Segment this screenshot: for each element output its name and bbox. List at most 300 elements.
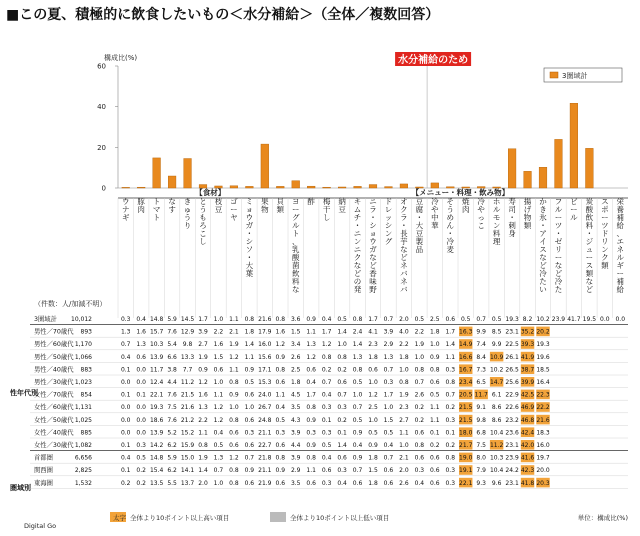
bar	[508, 149, 516, 188]
table-cell: 0.0	[120, 404, 131, 412]
table-cell: 2.3	[368, 341, 378, 349]
table-cell: 23.1	[505, 442, 519, 449]
table-cell: 0.7	[383, 454, 394, 462]
table-cell: 1.7	[198, 316, 208, 323]
table-cell: 0.0	[615, 316, 626, 323]
table-cell: 1.0	[213, 379, 224, 386]
table-cell: 3.5	[290, 479, 301, 487]
table-cell: 0.5	[383, 429, 394, 437]
table-cell: 1.1	[445, 353, 456, 361]
table-cell: 23.4	[459, 379, 473, 386]
category-label: オクラ・長芋などネバネバ	[400, 197, 408, 294]
table-cell: 1.6	[213, 341, 224, 349]
table-cell: 26.7	[258, 404, 272, 412]
table-cell: 1.7	[306, 391, 316, 399]
table-cell: 1.6	[136, 328, 146, 336]
table-cell: 6.5	[476, 379, 486, 386]
table-cell: 4.1	[368, 328, 378, 336]
table-cell: 23.9	[551, 316, 566, 323]
table-row-label: 関西圏	[34, 467, 53, 475]
section-food: 【食材】	[195, 188, 226, 197]
table-cell: 9.3	[476, 479, 486, 487]
table-cell: 1.9	[399, 391, 409, 399]
category-label: 納豆	[338, 197, 346, 214]
table-cell: 1.9	[198, 454, 208, 462]
category-label: キムチ・ニンニクなどの発	[353, 197, 362, 294]
footnote-high-chip-text: 太字	[113, 514, 126, 522]
table-cell: 16.0	[536, 442, 550, 449]
table-row-label: 女性／70歳代	[34, 391, 74, 399]
table-cell: 0.5	[460, 316, 471, 323]
table-cell: 0.6	[275, 479, 286, 487]
table-cell: 41.8	[520, 479, 535, 487]
table-cell: 3.5	[290, 404, 301, 412]
table-cell: 14.2	[149, 442, 164, 449]
table-cell: 0.5	[244, 379, 255, 386]
table-cell: 1.9	[198, 353, 208, 361]
table-cell: 3.9	[383, 328, 394, 336]
table-cell: 1.0	[399, 442, 409, 449]
table-cell: 1.1	[399, 429, 409, 437]
table-cell: 1.0	[368, 379, 378, 386]
category-label: ニラ・ショウガなど香味野	[369, 197, 377, 294]
table-cell: 0.5	[136, 454, 146, 462]
table-cell: 4.3	[290, 416, 301, 424]
table-cell: 1.4	[337, 328, 347, 336]
table-cell: 2.9	[383, 341, 394, 349]
table-cell: 0.1	[120, 391, 131, 399]
table-cell: 42.0	[520, 442, 535, 449]
table-cell: 1.1	[213, 391, 224, 399]
table-cell: 1.0	[368, 416, 378, 424]
table-cell: 0.4	[275, 404, 286, 412]
table-cell: 2.7	[399, 416, 409, 424]
table-cell: 38.7	[520, 366, 535, 374]
table-cell: 39.3	[520, 341, 535, 349]
table-row-count: 1,025	[74, 416, 92, 424]
table-cell: 2.9	[290, 467, 301, 475]
table-cell: 1.1	[229, 316, 239, 323]
category-label: 揚げ物類	[523, 197, 532, 230]
table-cell: 7.4	[476, 341, 486, 349]
table-cell: 21.8	[258, 454, 272, 462]
table-cell: 19.1	[459, 467, 473, 475]
count-header: （件数：人/加減不明）	[34, 300, 107, 308]
table-cell: 19.7	[536, 454, 550, 462]
table-cell: 0.6	[430, 467, 440, 475]
table-cell: 18.5	[536, 366, 550, 374]
table-cell: 13.9	[149, 353, 164, 361]
table-cell: 22.1	[459, 479, 473, 487]
table-cell: 0.8	[414, 442, 425, 449]
table-cell: 0.8	[399, 379, 409, 386]
table-cell: 0.4	[306, 379, 316, 386]
table-row-label: 首都圏	[34, 454, 53, 462]
table-cell: 1.4	[244, 341, 255, 349]
table-cell: 0.3	[321, 404, 332, 412]
table-cell: 13.9	[149, 429, 164, 437]
table-cell: 0.6	[275, 379, 286, 386]
table-cell: 0.6	[306, 366, 316, 374]
table-cell: 0.8	[352, 316, 363, 323]
table-row-label: 男性／40歳代	[34, 366, 74, 374]
table-cell: 0.3	[337, 404, 347, 412]
table-cell: 1.7	[445, 328, 456, 336]
table-cell: 1.4	[352, 341, 363, 349]
table-cell: 0.7	[383, 316, 394, 323]
bar	[184, 159, 192, 188]
table-cell: 9.9	[491, 341, 502, 349]
watermark: Digital Go	[24, 522, 57, 530]
bar	[354, 186, 362, 188]
table-cell: 0.9	[368, 442, 378, 449]
table-cell: 0.8	[445, 379, 456, 386]
bar	[570, 103, 578, 188]
table-row-count: 893	[80, 328, 92, 336]
table-cell: 0.6	[414, 454, 425, 462]
table-cell: 11.2	[180, 379, 195, 386]
table-row-label: 女性／60歳代	[34, 404, 74, 412]
bar	[338, 187, 346, 188]
table-cell: 0.5	[352, 416, 363, 424]
table-row-count: 1,023	[74, 379, 92, 386]
table-cell: 1.3	[136, 341, 146, 349]
table-row-count: 1,066	[74, 353, 92, 361]
table-cell: 0.1	[445, 429, 456, 437]
table-cell: 7.6	[167, 391, 177, 399]
table-cell: 0.8	[229, 479, 239, 487]
table-cell: 0.9	[306, 316, 316, 323]
table-row-label: 3圏域計	[34, 316, 57, 323]
table-cell: 42.4	[520, 429, 535, 437]
table-cell: 21.1	[258, 467, 272, 475]
table-cell: 2.4	[352, 328, 363, 336]
table-cell: 26.5	[505, 366, 519, 374]
table-cell: 2.1	[229, 328, 239, 336]
table-cell: 0.5	[337, 316, 347, 323]
table-cell: 22.3	[536, 391, 550, 399]
table-cell: 0.8	[445, 454, 456, 462]
table-cell: 0.7	[120, 341, 131, 349]
table-cell: 0.8	[229, 467, 239, 475]
table-row-label: 男性／30歳代	[34, 379, 74, 386]
category-label: 寿司・刺身	[508, 197, 516, 238]
table-cell: 0.2	[414, 416, 425, 424]
category-label: ヨーグルト、乳酸菌飲料な	[291, 197, 300, 294]
table-cell: 0.3	[445, 366, 456, 374]
table-cell: 2.3	[399, 404, 409, 412]
table-cell: 0.8	[229, 379, 239, 386]
table-cell: 7.9	[476, 467, 486, 475]
table-cell: 20.5	[459, 391, 473, 399]
table-cell: 0.9	[430, 353, 440, 361]
table-cell: 1.7	[368, 316, 378, 323]
table-cell: 0.7	[445, 391, 456, 399]
table-cell: 1.0	[414, 353, 425, 361]
table-cell: 0.4	[414, 479, 425, 487]
category-label: ビール	[570, 197, 578, 222]
table-cell: 1.2	[275, 341, 286, 349]
y-tick-label: 40	[97, 103, 106, 112]
table-cell: 2.7	[198, 341, 208, 349]
table-cell: 15.9	[180, 442, 195, 449]
table-cell: 0.3	[414, 467, 425, 475]
table-cell: 0.3	[337, 467, 347, 475]
table-cell: 0.3	[136, 442, 146, 449]
table-cell: 1.1	[198, 429, 208, 437]
table-cell: 0.9	[352, 429, 363, 437]
table-cell: 35.2	[520, 328, 535, 336]
table-cell: 4.4	[290, 442, 301, 449]
bar	[261, 144, 269, 188]
table-cell: 1.2	[213, 404, 224, 412]
table-cell: 0.7	[352, 467, 363, 475]
table-cell: 1.1	[430, 416, 440, 424]
table-cell: 9.9	[476, 328, 486, 336]
table-cell: 0.9	[275, 467, 286, 475]
bar	[153, 158, 161, 188]
table-cell: 9.8	[476, 416, 486, 424]
table-cell: 4.4	[167, 379, 177, 386]
table-cell: 10.9	[489, 353, 504, 361]
table-cell: 8.4	[476, 353, 486, 361]
table-cell: 0.0	[120, 379, 131, 386]
table-cell: 0.6	[321, 467, 332, 475]
table-cell: 24.8	[258, 416, 272, 424]
table-cell: 0.2	[136, 467, 146, 475]
table-cell: 0.8	[275, 316, 286, 323]
table-cell: 6.8	[476, 429, 486, 437]
table-cell: 11.7	[149, 366, 164, 374]
table-cell: 0.1	[120, 467, 131, 475]
table-cell: 17.1	[258, 366, 272, 374]
category-label: 豚肉	[137, 197, 145, 214]
table-cell: 18.0	[459, 429, 473, 437]
category-label: 冷やっこ	[477, 197, 485, 230]
table-cell: 0.6	[430, 454, 440, 462]
table-cell: 20.2	[536, 328, 550, 336]
legend-swatch	[550, 72, 558, 78]
table-cell: 1.6	[198, 391, 208, 399]
table-cell: 23.6	[505, 429, 519, 437]
table-cell: 0.6	[430, 379, 440, 386]
table-cell: 1.0	[337, 341, 347, 349]
table-cell: 0.7	[244, 454, 255, 462]
table-cell: 15.0	[180, 454, 195, 462]
table-cell: 2.1	[399, 454, 409, 462]
table-cell: 0.4	[120, 353, 131, 361]
y-tick-label: 20	[97, 143, 106, 152]
table-cell: 0.8	[414, 366, 425, 374]
table-cell: 16.4	[536, 379, 550, 386]
table-cell: 0.0	[136, 404, 146, 412]
table-cell: 13.3	[180, 353, 195, 361]
table-cell: 0.2	[445, 442, 456, 449]
table-cell: 0.3	[445, 416, 456, 424]
table-cell: 0.6	[352, 479, 363, 487]
table-cell: 19.6	[536, 353, 550, 361]
table-cell: 0.6	[430, 479, 440, 487]
table-cell: 1.2	[213, 416, 224, 424]
table-cell: 1.5	[213, 353, 224, 361]
table-cell: 1.2	[198, 379, 208, 386]
table-cell: 0.3	[244, 429, 255, 437]
table-cell: 1.3	[383, 353, 394, 361]
table-cell: 17.9	[258, 328, 272, 336]
page-title: ■この夏、積極的に飲食したいもの＜水分補給＞（全体／複数回答）	[6, 7, 440, 23]
table-cell: 0.6	[337, 379, 347, 386]
table-cell: 0.2	[414, 404, 425, 412]
table-cell: 0.3	[275, 429, 286, 437]
table-cell: 0.1	[321, 416, 332, 424]
table-cell: 22.5	[505, 341, 519, 349]
category-label: 炭酸飲料・ジュース類など	[585, 197, 594, 294]
table-cell: 1.2	[306, 353, 316, 361]
table-cell: 0.0	[136, 366, 146, 374]
table-cell: 1.0	[430, 341, 440, 349]
table-cell: 46.8	[520, 416, 535, 424]
table-cell: 0.9	[306, 416, 316, 424]
table-row-label: 男性／60歳代	[34, 341, 74, 349]
table-cell: 0.7	[476, 316, 486, 323]
table-cell: 20.0	[536, 467, 550, 475]
table-cell: 18.6	[149, 416, 164, 424]
table-cell: 22.9	[505, 391, 519, 399]
table-cell: 1.2	[368, 391, 378, 399]
table-cell: 0.6	[383, 467, 394, 475]
table-row-count: 854	[80, 391, 92, 399]
table-cell: 2.0	[399, 316, 409, 323]
table-cell: 22.2	[536, 404, 550, 412]
table-cell: 42.5	[520, 391, 535, 399]
table-cell: 1.7	[383, 391, 394, 399]
table-cell: 4.0	[399, 328, 409, 336]
table-cell: 0.5	[213, 442, 224, 449]
table-cell: 0.8	[306, 404, 316, 412]
table-cell: 1.0	[244, 404, 255, 412]
table-cell: 0.6	[414, 429, 425, 437]
table-cell: 0.4	[352, 442, 363, 449]
table-cell: 8.0	[476, 454, 486, 462]
table-cell: 1.0	[213, 479, 224, 487]
table-cell: 0.5	[414, 316, 425, 323]
table-row-count: 6,656	[74, 454, 92, 462]
table-cell: 7.3	[476, 366, 486, 374]
table-cell: 0.6	[306, 479, 316, 487]
table-cell: 10.2	[536, 316, 550, 323]
table-cell: 23.2	[505, 416, 519, 424]
table-cell: 7.5	[167, 404, 177, 412]
table-cell: 0.1	[120, 442, 131, 449]
table-cell: 0.1	[120, 366, 131, 374]
table-cell: 3.4	[290, 341, 301, 349]
table-cell: 0.2	[445, 404, 456, 412]
table-cell: 16.6	[459, 353, 473, 361]
table-cell: 0.8	[337, 353, 347, 361]
bar	[369, 185, 377, 188]
table-cell: 0.3	[120, 316, 131, 323]
table-cell: 7.7	[182, 366, 193, 374]
group-label-sex-age: 性年代別	[10, 389, 38, 397]
table-cell: 8.6	[491, 416, 502, 424]
table-cell: 1.8	[368, 479, 378, 487]
table-cell: 11.7	[474, 391, 488, 399]
table-cell: 9.8	[182, 341, 193, 349]
category-label: ウナギ	[121, 197, 130, 222]
table-cell: 21.2	[180, 416, 195, 424]
y-axis-title: 構成比(%)	[104, 54, 138, 62]
bar	[292, 181, 300, 188]
table-cell: 16.0	[258, 341, 272, 349]
table-cell: 1.0	[213, 316, 224, 323]
table-row-count: 885	[80, 429, 92, 437]
table-cell: 22.6	[505, 404, 519, 412]
table-cell: 1.8	[368, 454, 378, 462]
table-cell: 21.5	[180, 391, 195, 399]
table-cell: 0.3	[306, 429, 316, 437]
table-cell: 46.9	[520, 404, 535, 412]
table-cell: 0.7	[352, 404, 363, 412]
category-label: 酢	[307, 197, 315, 206]
table-cell: 0.5	[430, 391, 440, 399]
table-cell: 18.3	[536, 429, 550, 437]
group-label-region: 圏域別	[10, 484, 31, 492]
category-label: かき氷・アイスなど冷たい	[539, 197, 547, 294]
table-cell: 0.6	[244, 442, 255, 449]
table-cell: 1.1	[244, 353, 255, 361]
table-cell: 1.6	[275, 328, 286, 336]
category-label: そうめん・冷麦	[446, 197, 455, 254]
table-row-label: 男性／70歳代	[34, 328, 74, 336]
table-cell: 0.4	[383, 442, 394, 449]
table-row-count: 1,170	[74, 341, 92, 349]
table-cell: 1.1	[430, 404, 440, 412]
table-cell: 10.3	[489, 454, 504, 462]
table-cell: 1.1	[229, 366, 239, 374]
table-cell: 0.4	[120, 454, 131, 462]
table-cell: 0.4	[337, 479, 347, 487]
table-cell: 39.9	[520, 379, 535, 386]
bar	[307, 186, 315, 188]
bar	[122, 187, 130, 188]
y-tick-label: 0	[101, 184, 106, 193]
table-cell: 19.3	[536, 341, 550, 349]
table-cell: 1.9	[229, 341, 239, 349]
table-cell: 3.8	[167, 366, 177, 374]
table-cell: 14.5	[180, 316, 195, 323]
table-cell: 0.4	[321, 316, 332, 323]
table-cell: 5.9	[167, 316, 177, 323]
table-cell: 0.0	[120, 429, 131, 437]
table-cell: 0.3	[383, 379, 394, 386]
table-row-count: 1,532	[74, 479, 92, 487]
table-cell: 41.9	[520, 353, 535, 361]
table-cell: 10.4	[489, 467, 504, 475]
table-cell: 1.1	[275, 391, 286, 399]
category-label: 果物	[261, 197, 269, 214]
table-row-count: 2,825	[74, 467, 92, 475]
table-cell: 2.6	[399, 479, 409, 487]
section-menu: 【メニュー・料理・飲み物】	[411, 188, 510, 197]
table-cell: 0.8	[275, 366, 286, 374]
bar	[555, 139, 563, 188]
table-cell: 0.7	[213, 467, 224, 475]
category-label: トマト	[152, 197, 161, 222]
table-cell: 41.7	[567, 316, 581, 323]
category-label: ゴーヤ	[230, 197, 238, 222]
table-cell: 1.4	[445, 341, 456, 349]
table-cell: 0.6	[275, 442, 286, 449]
